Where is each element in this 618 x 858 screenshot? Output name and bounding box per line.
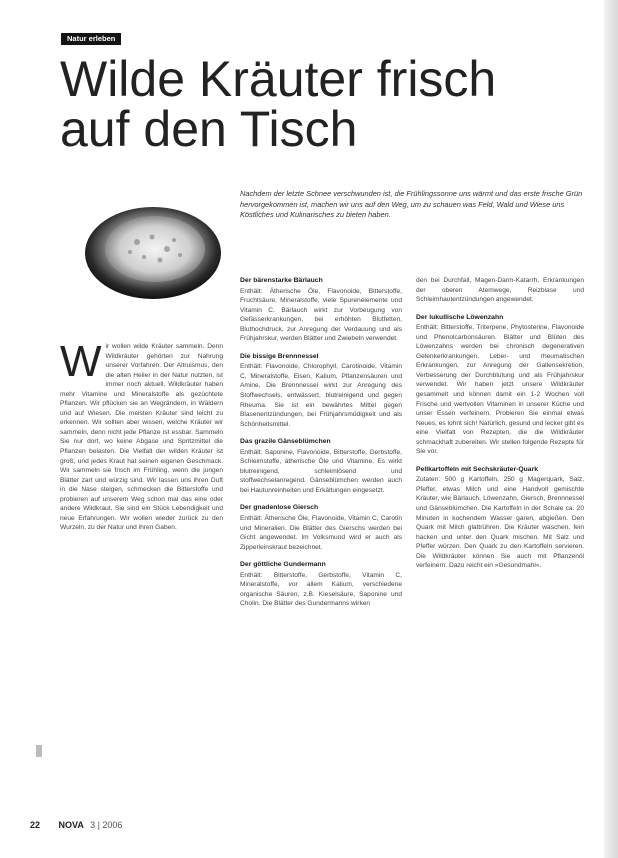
section-heading: Die bissige Brennnessel bbox=[240, 352, 319, 360]
section-heading: Der göttliche Gundermann bbox=[240, 561, 326, 569]
page-footer bbox=[30, 820, 122, 830]
section-heading: Das grazile Gänseblümchen bbox=[240, 438, 331, 446]
magazine-name: NOVA bbox=[58, 820, 84, 830]
page-number: 22 bbox=[30, 820, 41, 830]
page-edge-shadow bbox=[604, 0, 618, 858]
section-text: den bei Durchfall, Magen-Darm-Katarrh, Erkrankungen der oberen Atemwege, Reizblase und Schleimhautentzündungen angewendet. bbox=[416, 277, 584, 304]
dropcap: W bbox=[60, 337, 102, 386]
section-heading: Der lukullische Löwenzahn bbox=[416, 313, 504, 321]
section-heading: Der gnadenlose Giersch bbox=[240, 504, 319, 512]
recipe-text: Zutaten: 500 g Kartoffeln, 250 g Magerquark, Salz, Pfeffer, etwas Milch und eine Handvoll gemischte Kräuter, wie Bärlauch, Löwenzahn, Giersch, Brennnessel und Gänseblümchen. Die Kartoffeln in der Schale ca. 20 Minuten in kochendem Wasser garen, abgießen. Den Quark mit Milch glattrühren. Die Kräuter waschen, fein hacken und unter den Quark mischen. Mit Salz und Pfeffer würzen. Den Quark zu den Kartoffeln servieren. Die Wildkräuter können Sie auch mit Pflanzenöl verfeinern. Dazu reicht ein »Gesundmahl«. bbox=[416, 476, 584, 570]
herb-bowl-photo bbox=[82, 197, 224, 303]
section-text: Enthält: Flavonoide, Chlorophyll, Carotinoide, Vitamin C, Mineralstoffe, Eisen, Kalium, Pflanzensäuren und Amine. Die Brennnessel wirkt zur Anregung des Stoffwechsels, entwässert, blutreinigend und gegen Rheuma. Sie ist ein bewährtes Mittel gegen Blasenentzündungen, bei Frühjahrsmüdigkeit und als Schönheitsmittel. bbox=[240, 363, 402, 428]
recipe-heading: Pellkartoffeln mit Sechskräuter-Quark bbox=[416, 465, 539, 473]
section-text: Enthält: Ätherische Öle, Flavonoide, Bitterstoffe, Fruchtsäure, Mineralstoffe, viele Spurenelemente und Vitamin C. Bärlauch wirkt zur Vorbeugung von Gefässerkrankungen, bei erhöhten Blutfetten, Bluthochdruck, zur Anregung der Verdauung und als Frühjahrskur, werden Blätter und Zwiebeln verwendet. bbox=[240, 287, 402, 343]
section-badge: Natur erleben bbox=[61, 33, 121, 45]
title-line-2: auf den Tisch bbox=[60, 101, 358, 157]
issue-number: 3 | 2006 bbox=[90, 820, 123, 830]
body-paragraph: ir wollen wilde Kräuter sammeln. Denn Wildkräuter gehörten zur Nahrung unserer Vorfahren. Der Altruismus, den die alten Heiler in der Natur nutzten, ist immer noch aktuell. Wildkräuter haben mehr Vitamine und Mineralstoffe als gezüchtete Pflanzen. Wir pflücken sie an Wegrändern, in Wäldern und auf Wiesen. Die meisten Kräuter sind leicht zu erkennen. Wir sollten aber wissen, welche Kräuter wir sammeln, denn nicht jede Pflanze ist essbar. Sammeln Sie nur dort, wo keine Abgase und Spritzmittel die Pflanzen belasten. Die Vielfalt der wilden Kräuter ist groß, und jedes Kraut hat seinen eigenen Geschmack. Wir sammeln sie frisch im Frühling, wenn die jungen Blätter zart und würzig sind. Wir lassen uns ihren Duft in die Nase steigen, schmecken die Bitterstoffe und probieren auf unserem Weg schon mal das eine oder andere Wildkraut. Sie sind ein Stück Lebendigkeit und neue Erfahrungen. Wir wollen wieder zurück zu den Wurzeln, zu der Natur und ihren Gaben. bbox=[60, 343, 223, 532]
section-heading: Der bärenstarke Bärlauch bbox=[240, 277, 323, 284]
section-text: Enthält: Saponine, Flavonoide, Bitterstoffe, Gerbstoffe, Schleimstoffe, ätherische Öle und Vitamine. Es wirkt blutreinigend, schleimlösend und stoffwechselanregend. Gänseblümchen werden auch bei Hautunreinheiten und Erkältungen eingesetzt. bbox=[240, 448, 402, 494]
page-marker bbox=[36, 745, 42, 757]
intro-paragraph: Nachdem der letzte Schnee verschwunden ist, die Frühlingssonne uns wärmt und das erste frische Grün hervorgekommen ist, machen wir uns auf den Weg, um zu schauen was Feld, Wald und Wiese uns Köstliches und Kulinarisches zu bieten haben. bbox=[240, 189, 583, 220]
section-text: Enthält: Bitterstoffe, Triterpene, Phytosterine, Flavonoide und Phenolcarbonsäuren. Blätter und Blüten des Löwenzahns werden bei chronisch degenerativen Gelenkerkrankungen, Leber- und rheumatischen Erkrankungen, zur Anregung der Gallensekretion, Verbesserung der Durchblutung und als Frühjahrskur verwendet. Wir haben jetzt unsere Wildkräuter gesammelt und können damit ein 1-2 Wochen voll Frische und wertvollen Vitaminen in unserer Küche und unser Essen verfeinern. Probieren Sie einmal etwas Neues, es lohnt sich! Natürlich, gesund und lecker gibt es eine Vielfalt von Rezepten, die die Wildkräuter schmackhaft zubereiten. Wir stellen folgende Rezepte für Sie vor. bbox=[416, 324, 584, 456]
column-1 bbox=[60, 337, 223, 533]
page-title bbox=[60, 51, 540, 157]
column-3 bbox=[416, 276, 584, 571]
title-line-1: Wilde Kräuter frisch bbox=[60, 51, 497, 107]
column-2 bbox=[240, 276, 402, 609]
section-text: Enthält: Bitterstoffe, Gerbstoffe, Vitamin C, Mineralstoffe, vor allem Kalium, verschiedene organische Säuren, z.B. Kieselsäure, Saponine und Cholin. Die Blätter des Gundermanns wirken bbox=[240, 571, 402, 608]
section-text: Enthält: Ätherische Öle, Flavonoide, Vitamin C, Carotin und Mineralien. Die Blätter des Gierschs werden bei Gicht angewendet. Im Volksmund wird er auch als Zipperleinskraut bezeichnet. bbox=[240, 515, 402, 551]
